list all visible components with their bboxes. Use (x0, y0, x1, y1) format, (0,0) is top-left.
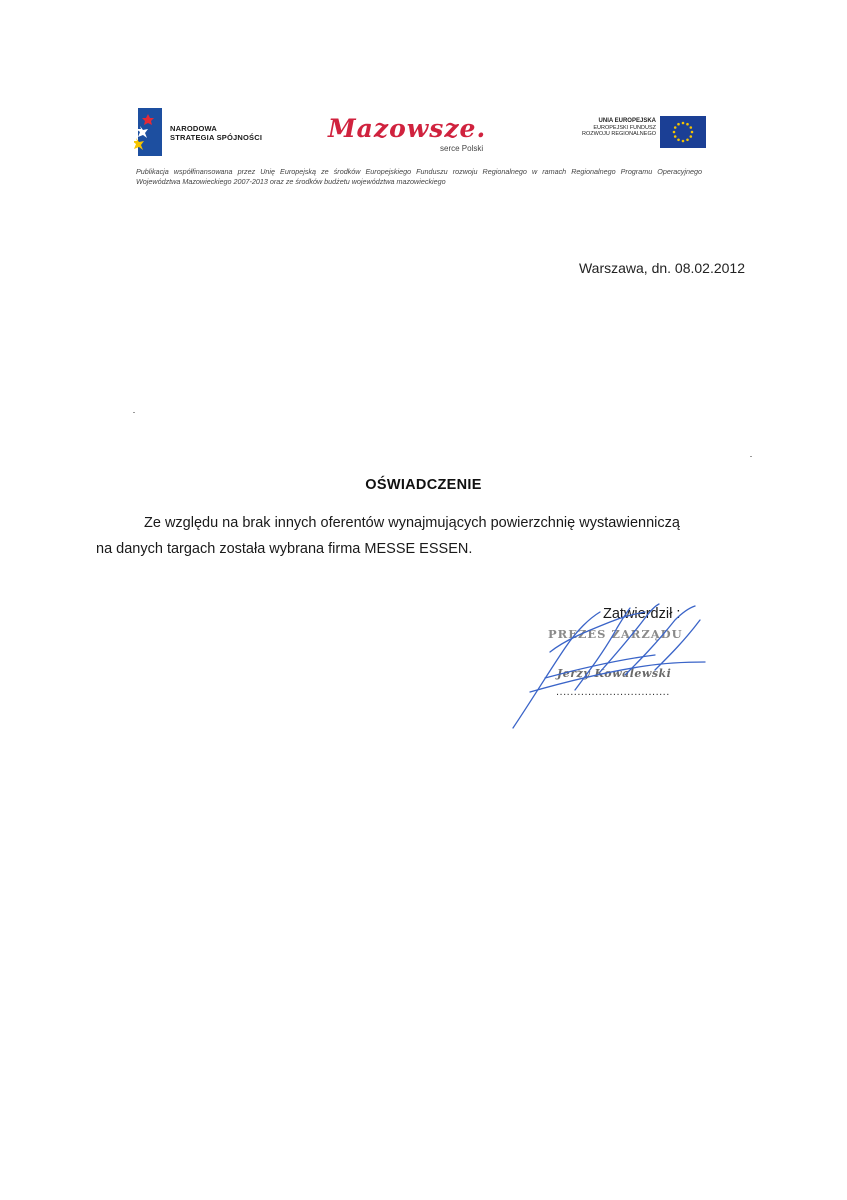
eu-line3: ROZWOJU REGIONALNEGO (582, 131, 656, 137)
eu-logo (570, 116, 710, 150)
nss-emblem-icon (134, 108, 162, 156)
eu-line2: EUROPEJSKI FUNDUSZ (593, 124, 656, 131)
handwritten-signature (505, 600, 725, 735)
letterhead (130, 100, 710, 160)
scan-speck (133, 412, 135, 413)
statement-line-1: Ze względu na brak innych oferentów wynajmujących powierzchnię wystawienniczą (144, 515, 680, 531)
mazowsze-logo (328, 114, 518, 154)
document-title: OŚWIADCZENIE (365, 477, 482, 493)
nss-logo-text (170, 124, 262, 142)
cofinancing-note: Publikacja współfinansowana przez Unię Europejską ze środków Europejskiego Funduszu rozwoju Regionalnego w ramach Regionalnego Programu Operacyjnego Województwa Mazowieckiego 2007-2013 oraz ze środków budżetu województwa mazowieckiego (136, 167, 702, 186)
place-and-date: Warszawa, dn. 08.02.2012 (578, 260, 745, 276)
stamp-name: Jerzy Kowalewski (557, 667, 672, 680)
eu-logo-text (570, 118, 656, 138)
stamp-position: PREZES ZARZĄDU (548, 627, 683, 641)
eu-flag-icon (660, 116, 706, 148)
approved-by-label: Zatwierdził : (603, 606, 681, 622)
scan-speck (750, 456, 752, 457)
national-cohesion-strategy-logo (130, 104, 270, 156)
nss-line1: NARODOWA (170, 124, 218, 133)
statement-line-2: na danych targach została wybrana firma MESSE ESSEN. (96, 541, 473, 557)
signature-line: ................................ (556, 686, 670, 698)
eu-line1: UNIA EUROPEJSKA (598, 118, 656, 124)
mazowsze-wordmark: Mazowsze. (328, 114, 487, 143)
nss-line2: STRATEGIA SPÓJNOŚCI (170, 133, 263, 142)
statement-body (96, 510, 736, 562)
mazowsze-tagline: serce Polski (440, 144, 484, 153)
